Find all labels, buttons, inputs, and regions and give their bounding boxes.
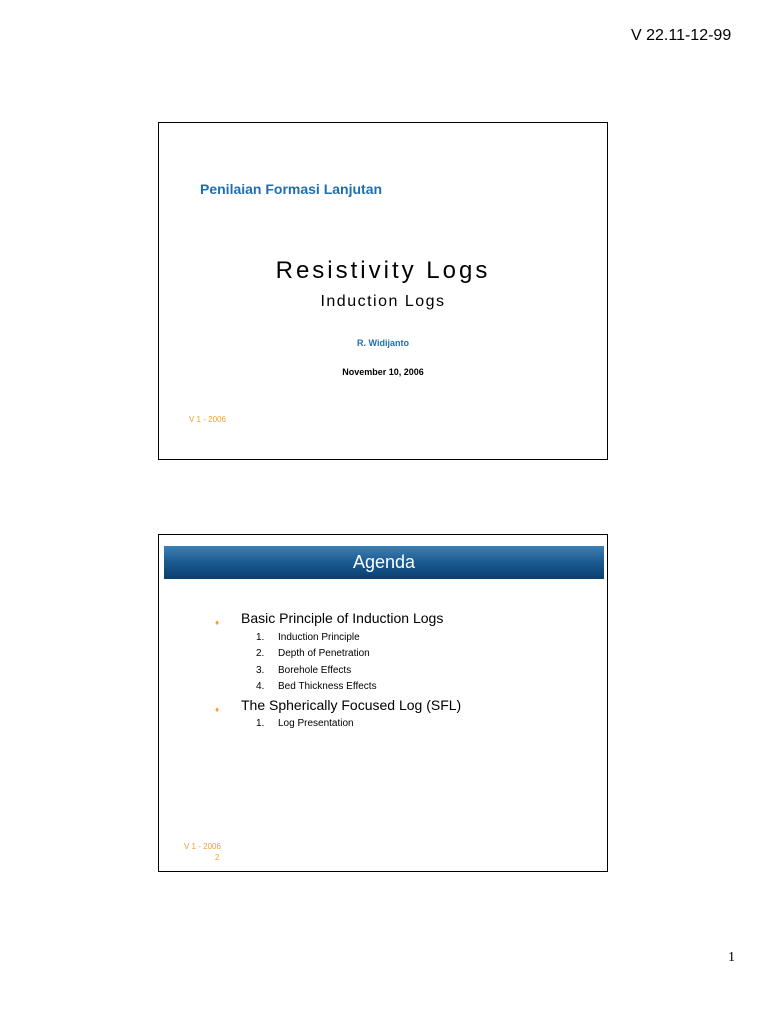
slide-footer: V 1 - 2006 xyxy=(189,415,226,424)
subitem-label: Induction Principle xyxy=(278,632,360,643)
agenda-subitem xyxy=(256,648,370,659)
agenda-item-label: Basic Principle of Induction Logs xyxy=(241,610,444,626)
slide-footer-page: 2 xyxy=(215,853,220,862)
course-title: Penilaian Formasi Lanjutan xyxy=(200,181,383,197)
agenda-item-label: The Spherically Focused Log (SFL) xyxy=(241,697,462,713)
agenda-subitem xyxy=(256,681,377,692)
subitem-label: Log Presentation xyxy=(278,718,354,729)
subitem-label: Bed Thickness Effects xyxy=(278,681,377,692)
diamond-bullet-icon: ♦ xyxy=(215,618,220,627)
agenda-subitem xyxy=(256,665,351,676)
subitem-number: 2. xyxy=(256,648,265,659)
subitem-number: 1. xyxy=(256,718,265,729)
presentation-date: November 10, 2006 xyxy=(342,367,424,377)
slide-subtitle: Induction Logs xyxy=(320,293,446,310)
subitem-label: Borehole Effects xyxy=(278,665,352,676)
slide-main-title: Resistivity Logs xyxy=(275,257,491,284)
agenda-subitem xyxy=(256,632,360,643)
agenda-title-bar: Agenda xyxy=(164,546,604,579)
subitem-number: 1. xyxy=(256,632,265,643)
slide-footer xyxy=(184,841,221,863)
title-slide xyxy=(158,122,608,460)
author-name: R. Widijanto xyxy=(357,338,409,348)
agenda-slide xyxy=(158,534,608,872)
version-label: V 22.11-12-99 xyxy=(631,27,732,44)
agenda-subitem xyxy=(256,718,354,729)
subitem-number: 4. xyxy=(256,681,265,692)
page-number: 1 xyxy=(728,950,735,965)
subitem-number: 3. xyxy=(256,665,265,676)
subitem-label: Depth of Penetration xyxy=(278,648,370,659)
diamond-bullet-icon: ♦ xyxy=(215,705,220,714)
slide-footer-version: V 1 - 2006 xyxy=(184,842,221,851)
